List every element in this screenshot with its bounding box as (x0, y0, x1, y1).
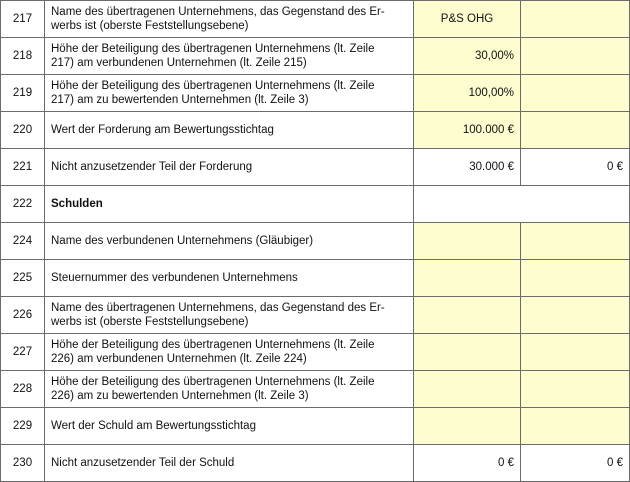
row-description (45, 334, 414, 371)
description-line: Steuernummer des verbundenen Unternehmens (51, 272, 298, 284)
description-line: Name des übertragenen Unternehmens, das Gegenstand des Er- (51, 302, 385, 314)
table-row (1, 297, 630, 334)
row-description (45, 297, 414, 334)
value-field-2[interactable] (521, 1, 630, 38)
row-description (45, 371, 414, 408)
value-field-2[interactable] (521, 112, 630, 149)
description-line: Name des übertragenen Unternehmens, das Gegenstand des Er- (51, 6, 385, 18)
computed-value-2: 0 € (521, 445, 630, 482)
description-line: Nicht anzusetzender Teil der Schuld (51, 457, 235, 469)
value-field-2[interactable] (521, 75, 630, 112)
row-description (45, 112, 414, 149)
value-field-1[interactable] (414, 297, 521, 334)
row-number: 230 (1, 445, 45, 482)
value-field-1[interactable]: P&S OHG (414, 1, 521, 38)
description-line: Name des verbundenen Unternehmens (Gläubiger) (51, 235, 314, 247)
value-field-2[interactable] (521, 223, 630, 260)
computed-value-2: 0 € (521, 149, 630, 186)
table-row (1, 38, 630, 75)
row-number: 225 (1, 260, 45, 297)
computed-value-1: 30.000 € (414, 149, 521, 186)
value-field-1[interactable] (414, 223, 521, 260)
value-field-2[interactable] (521, 38, 630, 75)
table-row (1, 112, 630, 149)
table-row (1, 1, 630, 38)
table-row-section-header (1, 186, 630, 223)
description-line: Höhe der Beteiligung des übertragenen Unternehmens (lt. Zeile (51, 80, 375, 92)
table-row (1, 260, 630, 297)
computed-value-1: 0 € (414, 445, 521, 482)
description-line: werbs ist (oberste Feststellungsebene) (51, 20, 249, 32)
value-field-2[interactable] (521, 408, 630, 445)
table-row (1, 408, 630, 445)
row-number: 218 (1, 38, 45, 75)
table-row (1, 445, 630, 482)
value-field-1[interactable]: 100,00% (414, 75, 521, 112)
value-field-1[interactable] (414, 408, 521, 445)
row-number: 222 (1, 186, 45, 223)
row-description (45, 223, 414, 260)
value-field-2[interactable] (521, 260, 630, 297)
row-description (45, 38, 414, 75)
row-number: 221 (1, 149, 45, 186)
description-line: Nicht anzusetzender Teil der Forderung (51, 161, 253, 173)
value-field-2[interactable] (521, 371, 630, 408)
description-line: 217) am verbundenen Unternehmen (lt. Zeile 215) (51, 57, 307, 69)
value-field-1[interactable] (414, 371, 521, 408)
row-description (45, 1, 414, 38)
row-number: 220 (1, 112, 45, 149)
value-field-1[interactable] (414, 260, 521, 297)
description-line: werbs ist (oberste Feststellungsebene) (51, 316, 249, 328)
row-description (45, 408, 414, 445)
row-number: 227 (1, 334, 45, 371)
value-field-1[interactable]: 30,00% (414, 38, 521, 75)
row-description (45, 260, 414, 297)
description-line: Wert der Schuld am Bewertungsstichtag (51, 420, 256, 432)
description-line: Wert der Forderung am Bewertungsstichtag (51, 124, 274, 136)
table-row (1, 149, 630, 186)
description-line: Höhe der Beteiligung des übertragenen Unternehmens (lt. Zeile (51, 376, 375, 388)
section-title (45, 186, 414, 223)
value-field-1[interactable]: 100.000 € (414, 112, 521, 149)
row-description (45, 75, 414, 112)
row-description (45, 149, 414, 186)
description-line: 217) am zu bewertenden Unternehmen (lt. Zeile 3) (51, 94, 309, 106)
row-number: 217 (1, 1, 45, 38)
row-number: 224 (1, 223, 45, 260)
table-row (1, 223, 630, 260)
table-row (1, 75, 630, 112)
value-field-1[interactable] (414, 334, 521, 371)
table-row (1, 371, 630, 408)
row-number: 219 (1, 75, 45, 112)
value-field-2[interactable] (521, 334, 630, 371)
description-line: 226) am verbundenen Unternehmen (lt. Zeile 224) (51, 353, 307, 365)
table-row (1, 334, 630, 371)
row-number: 226 (1, 297, 45, 334)
description-line: 226) am zu bewertenden Unternehmen (lt. Zeile 3) (51, 390, 309, 402)
row-description (45, 445, 414, 482)
section-title-text: Schulden (51, 198, 103, 210)
empty-cell (414, 186, 630, 223)
description-line: Höhe der Beteiligung des übertragenen Unternehmens (lt. Zeile (51, 43, 375, 55)
description-line: Höhe der Beteiligung des übertragenen Unternehmens (lt. Zeile (51, 339, 375, 351)
value-field-2[interactable] (521, 297, 630, 334)
row-number: 228 (1, 371, 45, 408)
row-number: 229 (1, 408, 45, 445)
